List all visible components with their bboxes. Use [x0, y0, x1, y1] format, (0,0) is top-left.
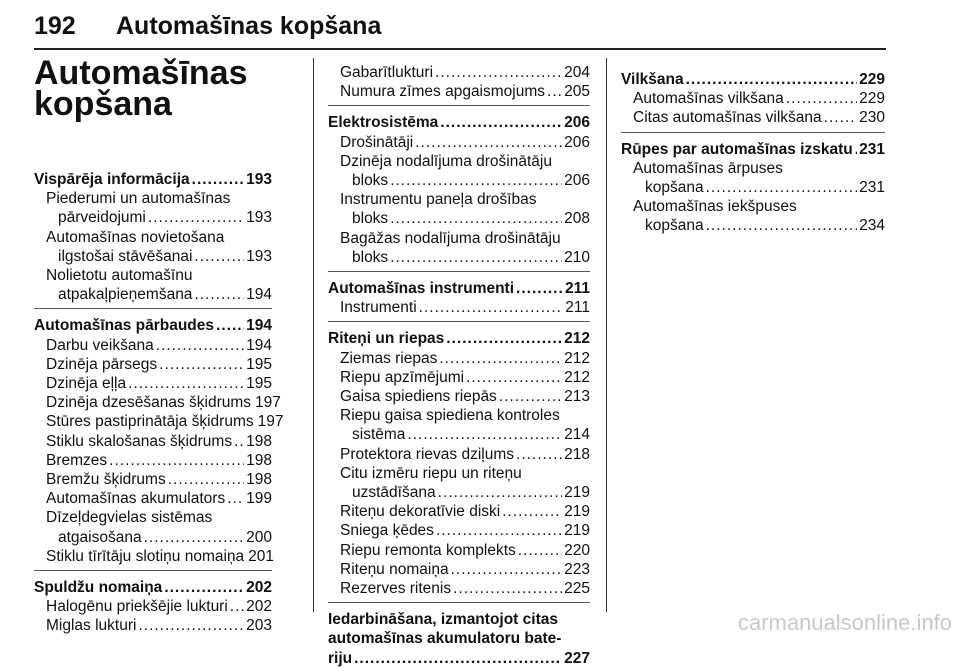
- toc-page-number: 212: [564, 349, 590, 367]
- dot-leader: [499, 387, 562, 406]
- toc-entry-line: [340, 541, 590, 560]
- toc-entry-text: Gaisa spiediens riepās: [340, 388, 497, 406]
- toc-entry-text: Stiklu tīrītāju slotiņu nomaiņa: [46, 547, 245, 565]
- dot-leader: [786, 89, 857, 108]
- toc-entry-text-line: Instrumentu paneļa drošības: [340, 191, 537, 209]
- toc-entry-text: Halogēnu priekšējie lukturi: [46, 598, 228, 616]
- toc-entry-text: Riteņu nomaiņa: [340, 560, 449, 578]
- section-separator: [328, 105, 590, 106]
- dot-leader: [216, 316, 244, 335]
- dot-leader: [227, 489, 244, 508]
- dot-leader: [128, 374, 244, 393]
- dot-leader: [706, 178, 858, 197]
- toc-page-number: 194: [246, 286, 272, 304]
- toc-page-number: 206: [564, 133, 590, 151]
- toc-subentry[interactable]: [328, 541, 590, 560]
- toc-subentry[interactable]: [328, 502, 590, 521]
- dot-leader: [446, 329, 562, 348]
- dot-leader: [407, 425, 562, 444]
- toc-entry-line: [340, 349, 590, 368]
- toc-entry-text: Automašīnas pārbaudes: [34, 317, 215, 335]
- toc-subentry[interactable]: [34, 228, 272, 266]
- toc-entry-line: [46, 355, 272, 374]
- toc-entry-text: Spuldžu nomaiņa: [34, 579, 163, 597]
- toc-subentry[interactable]: [328, 190, 590, 228]
- toc-entry-line: [340, 521, 590, 540]
- toc-entry-line: [46, 597, 272, 616]
- toc-entry-line: [34, 170, 272, 189]
- toc-subentry[interactable]: [328, 349, 590, 368]
- dot-leader: [148, 208, 244, 227]
- toc-page-number: 213: [564, 388, 590, 406]
- dot-leader: [168, 470, 244, 489]
- toc-page-number: 229: [859, 71, 885, 88]
- toc-entry-line: [340, 171, 590, 190]
- toc-subentry[interactable]: [328, 406, 590, 444]
- toc-entry-text: Gabarītlukturi: [340, 64, 434, 81]
- toc-entry-text: Instrumenti: [340, 299, 417, 317]
- toc-column-1: [34, 54, 284, 636]
- toc-subentry[interactable]: [34, 374, 272, 393]
- toc-entry-text-line: Dīzeļdegvielas sistēmas: [46, 509, 213, 527]
- toc-section-entry[interactable]: [328, 279, 590, 298]
- toc-section-entry[interactable]: [328, 610, 590, 668]
- toc-subentry[interactable]: [34, 597, 272, 616]
- dot-leader: [144, 528, 245, 547]
- dot-leader: [436, 521, 562, 540]
- toc-entry-line: [340, 387, 590, 406]
- dot-leader: [164, 578, 244, 597]
- toc-entry-text: kopšana: [645, 179, 704, 197]
- dot-leader: [138, 616, 244, 635]
- toc-entry-line: [340, 248, 590, 267]
- toc-page-number: 194: [246, 336, 272, 354]
- dot-leader: [438, 483, 563, 502]
- toc-entry-text: riju: [328, 649, 353, 667]
- toc-entry-line: [328, 329, 590, 348]
- toc-subentry[interactable]: [328, 445, 590, 464]
- toc-subentry[interactable]: [328, 368, 590, 387]
- dot-leader: [686, 70, 858, 89]
- toc-entry-line: [46, 451, 272, 470]
- toc-entry-text: Dzinēja eļļa: [46, 375, 127, 393]
- toc-entry-text: bloks: [352, 248, 389, 266]
- toc-entry-text: Miglas lukturi: [46, 617, 137, 635]
- toc-entry-line: [633, 216, 885, 235]
- toc-entry-line: [46, 247, 272, 266]
- toc-page-number: 197: [255, 394, 281, 412]
- toc-entry-line: [328, 113, 590, 132]
- toc-entry-line: [46, 528, 272, 547]
- toc-entry-line: [340, 133, 590, 152]
- toc-page-number: 229: [859, 90, 885, 108]
- toc-entry-text: Bremžu šķidrums: [46, 471, 166, 489]
- toc-page-number: 211: [565, 299, 590, 317]
- toc-entry-text: Citas automašīnas vilkšana: [633, 109, 822, 127]
- toc-page-number: 197: [257, 413, 284, 431]
- toc-entry-line: [340, 579, 590, 598]
- dot-leader: [354, 649, 562, 668]
- toc-entry-text: Riteņi un riepas: [328, 330, 445, 348]
- watermark: carmanualsonline.info: [737, 610, 952, 635]
- toc-entry-line: [340, 368, 590, 387]
- toc-entry-line: [340, 209, 590, 228]
- toc-page-number: 202: [246, 598, 272, 616]
- toc-entry-line: [46, 616, 272, 635]
- dot-leader: [706, 216, 858, 235]
- toc-entry-text: Automašīnas vilkšana: [633, 90, 784, 108]
- toc-page-number: 198: [246, 451, 272, 469]
- toc-entry-line: [34, 578, 272, 597]
- toc-subentry[interactable]: [34, 470, 272, 489]
- toc-section-entry[interactable]: [34, 316, 272, 335]
- dot-leader: [419, 298, 564, 317]
- dot-leader: [159, 355, 244, 374]
- dot-leader: [466, 368, 562, 387]
- toc-entry-text: Protektora rievas dziļums: [340, 445, 515, 463]
- toc-entry-line: [340, 425, 590, 444]
- toc-page-number: 193: [246, 171, 272, 188]
- section-separator: [328, 271, 590, 272]
- toc-entry-text: Vispārēja informācija: [34, 171, 190, 188]
- dot-leader: [516, 279, 563, 298]
- toc-page-number: 206: [564, 114, 590, 132]
- toc-entry-text: bloks: [352, 210, 389, 228]
- toc-page-number: 201: [248, 547, 275, 565]
- toc-entry-text: Automašīnas akumulators: [46, 490, 226, 508]
- toc-page-number: 205: [564, 83, 590, 101]
- toc-subentry[interactable]: [328, 152, 590, 190]
- toc-subentry[interactable]: [34, 412, 284, 431]
- column-divider: [606, 58, 607, 612]
- dot-leader: [439, 349, 562, 368]
- toc-page-number: 198: [246, 471, 272, 489]
- toc-section-entry[interactable]: [34, 170, 272, 189]
- toc-page-number: 210: [564, 248, 590, 266]
- toc-page-number: 219: [564, 503, 590, 521]
- toc-entry-text-line: Automašīnas iekšpuses: [633, 198, 797, 216]
- toc-page-number: 220: [564, 541, 590, 559]
- toc-page-number: 195: [246, 355, 272, 373]
- toc-entry-line: [46, 374, 272, 393]
- dot-leader: [547, 82, 562, 101]
- dot-leader: [230, 597, 244, 616]
- toc-subentry[interactable]: [34, 451, 272, 470]
- toc-subentry[interactable]: [328, 82, 590, 101]
- toc-page-number: 219: [564, 522, 590, 540]
- toc-subentry[interactable]: [34, 336, 272, 355]
- toc-entry-text: atpakaļpieņemšana: [58, 286, 193, 304]
- toc-page-number: 231: [859, 179, 885, 197]
- toc-page-number: 230: [859, 109, 885, 127]
- toc-page-number: 225: [564, 580, 590, 598]
- toc-entry-text: Riepu apzīmējumi: [340, 368, 465, 386]
- section-separator: [34, 570, 272, 571]
- dot-leader: [234, 432, 244, 451]
- toc-entry-text: Stiklu skalošanas šķidrums: [46, 432, 233, 450]
- toc-subentry[interactable]: [328, 133, 590, 152]
- toc-section-entry[interactable]: [328, 113, 590, 132]
- toc-entry-text: Riteņu dekoratīvie diski: [340, 503, 501, 521]
- toc-page-number: 194: [246, 317, 272, 335]
- toc-page-number: 208: [564, 210, 590, 228]
- toc-entry-text: ilgstošai stāvēšanai: [58, 247, 193, 265]
- toc-subentry[interactable]: [328, 229, 590, 267]
- toc-page-number: 193: [246, 247, 272, 265]
- toc-subentry[interactable]: [328, 387, 590, 406]
- toc-entry-text: Riepu remonta komplekts: [340, 541, 516, 559]
- toc-entry-line: [46, 412, 284, 431]
- toc-subentry[interactable]: [34, 266, 272, 304]
- toc-page-number: 206: [564, 172, 590, 190]
- dot-leader: [109, 451, 244, 470]
- toc-section-entry[interactable]: [328, 329, 590, 348]
- toc-entry-line: [46, 393, 281, 412]
- toc-entry-text: Elektrosistēma: [328, 114, 439, 132]
- toc-page-number: 202: [246, 579, 272, 597]
- toc-entry-line: [633, 178, 885, 197]
- toc-entry-line: [46, 547, 275, 566]
- toc-entry-line: [328, 649, 590, 668]
- dot-leader: [390, 209, 562, 228]
- toc-entry-text-line: automašīnas akumulatoru bate-: [328, 630, 562, 648]
- page-header: [34, 8, 886, 50]
- toc-page-number: 223: [564, 560, 590, 578]
- toc-entry-text: Ziemas riepas: [340, 349, 438, 367]
- toc-page-number: 198: [246, 432, 272, 450]
- toc-entry-line: [46, 432, 272, 451]
- toc-entry-text: Sniega ķēdes: [340, 522, 434, 540]
- dot-leader: [502, 502, 562, 521]
- toc-subentry[interactable]: [621, 197, 885, 235]
- toc-subentry[interactable]: [328, 464, 590, 502]
- dot-leader: [390, 171, 562, 190]
- toc-entry-text: Stūres pastiprinātāja šķidrums: [46, 413, 254, 431]
- section-separator: [621, 132, 885, 133]
- toc-subentry[interactable]: [34, 355, 272, 374]
- toc-entry-text: kopšana: [645, 217, 704, 235]
- dot-leader: [518, 541, 562, 560]
- toc-entry-text-line: Nolietotu automašīnu: [46, 267, 193, 285]
- toc-entry-text-line: Automašīnas novietošana: [46, 228, 225, 246]
- toc-entry-line: [340, 560, 590, 579]
- toc-entry-line: [340, 502, 590, 521]
- dot-leader: [415, 133, 562, 152]
- toc-subentry[interactable]: [34, 489, 272, 508]
- toc-entry-text-line: Citu izmēru riepu un riteņu: [340, 464, 522, 482]
- dot-leader: [516, 445, 562, 464]
- dot-leader: [453, 579, 562, 598]
- toc-entry-text: Drošinātāji: [340, 133, 414, 151]
- toc-page-number: 218: [564, 445, 590, 463]
- toc-entry-text: Darbu veikšana: [46, 336, 154, 354]
- toc-entry-text: Numura zīmes apgaismojums: [340, 83, 546, 101]
- dot-leader: [192, 170, 244, 189]
- toc-page-number: 214: [564, 426, 590, 444]
- toc-page-number: 212: [564, 368, 590, 386]
- dot-leader: [451, 560, 563, 579]
- chapter-title-line: Automašīnas: [34, 54, 248, 92]
- toc-page-number: 193: [246, 209, 272, 227]
- toc-entry-line: [340, 445, 590, 464]
- toc-subentry[interactable]: [34, 616, 272, 635]
- toc-entry-line: [46, 336, 272, 355]
- column-divider: [313, 58, 314, 612]
- toc-column-3: [621, 70, 885, 236]
- toc-entry-text: uzstādīšana: [352, 484, 436, 502]
- toc-column-2: [328, 63, 590, 668]
- toc-entry-line: [633, 108, 885, 127]
- toc-entry-line: [340, 483, 590, 502]
- toc-page-number: 234: [859, 217, 885, 235]
- page-number: 192: [34, 12, 76, 40]
- toc-entry-text: atgaisošana: [58, 528, 142, 546]
- toc-entry-text: Rezerves ritenis: [340, 580, 452, 598]
- section-separator: [34, 308, 272, 309]
- chapter-title: [34, 54, 272, 123]
- toc-page-number: 195: [246, 375, 272, 393]
- section-separator: [328, 321, 590, 322]
- toc-entry-line: [621, 70, 885, 89]
- toc-entry-line: [340, 82, 590, 101]
- toc-entry-text: Vilkšana: [621, 71, 684, 88]
- toc-entry-text: Rūpes par automašīnas izskatu: [621, 140, 853, 158]
- toc-entry-text-line: Riepu gaisa spiediena kontroles: [340, 407, 560, 425]
- toc-entry-line: [340, 298, 590, 317]
- toc-page-number: 211: [564, 280, 590, 298]
- toc-entry-line: [633, 89, 885, 108]
- toc-list: [328, 63, 590, 668]
- toc-entry-text-line: Iedarbināšana, izmantojot citas: [328, 611, 558, 629]
- toc-subentry[interactable]: [621, 159, 885, 197]
- toc-subentry[interactable]: [621, 108, 885, 127]
- toc-entry-text-line: Piederumi un automašīnas: [46, 190, 231, 208]
- toc-subentry[interactable]: [328, 298, 590, 317]
- dot-leader: [440, 113, 562, 132]
- dot-leader: [194, 247, 244, 266]
- toc-entry-line: [34, 316, 272, 335]
- toc-subentry[interactable]: [328, 579, 590, 598]
- toc-page-number: 203: [246, 617, 272, 635]
- toc-subentry[interactable]: [34, 393, 281, 412]
- toc-entry-line: [46, 208, 272, 227]
- running-title: Automašīnas kopšana: [116, 12, 382, 40]
- toc-entry-text-line: Bagāžas nodalījuma drošinātāju: [340, 229, 561, 247]
- toc-entry-line: [46, 285, 272, 304]
- toc-page-number: 204: [564, 64, 590, 81]
- dot-leader: [435, 63, 562, 82]
- toc-page-number: 231: [859, 140, 885, 158]
- toc-page-number: 212: [564, 330, 590, 348]
- toc-subentry[interactable]: [621, 89, 885, 108]
- toc-page-number: 219: [564, 484, 590, 502]
- toc-entry-text: bloks: [352, 172, 389, 190]
- toc-subentry[interactable]: [34, 189, 272, 227]
- toc-list: [34, 170, 284, 636]
- toc-entry-line: [46, 470, 272, 489]
- toc-list: [621, 70, 885, 236]
- toc-subentry[interactable]: [328, 63, 590, 82]
- toc-entry-text: pārveidojumi: [58, 209, 146, 227]
- toc-entry-text: Dzinēja dzesēšanas šķidrums: [46, 394, 252, 412]
- toc-entry-line: [46, 489, 272, 508]
- dot-leader: [156, 336, 244, 355]
- section-separator: [328, 602, 590, 603]
- toc-entry-line: [328, 279, 590, 298]
- toc-subentry[interactable]: [328, 521, 590, 540]
- toc-section-entry[interactable]: [621, 140, 885, 159]
- toc-subentry[interactable]: [328, 560, 590, 579]
- toc-entry-line: [621, 140, 885, 159]
- toc-entry-text: sistēma: [352, 426, 406, 444]
- toc-subentry[interactable]: [34, 547, 275, 566]
- dot-leader: [824, 108, 857, 127]
- dot-leader: [855, 140, 857, 159]
- toc-entry-line: [340, 63, 590, 82]
- chapter-title-line: kopšana: [34, 85, 172, 123]
- toc-section-entry[interactable]: [621, 70, 885, 89]
- toc-page-number: 199: [246, 490, 272, 508]
- toc-entry-text-line: Dzinēja nodalījuma drošinātāju: [340, 152, 552, 170]
- toc-entry-text-line: Automašīnas ārpuses: [633, 159, 783, 177]
- toc-entry-text: Dzinēja pārsegs: [46, 355, 158, 373]
- toc-subentry[interactable]: [34, 508, 272, 546]
- toc-page-number: 227: [564, 649, 590, 667]
- dot-leader: [194, 285, 244, 304]
- dot-leader: [390, 248, 562, 267]
- toc-page-number: 200: [246, 528, 272, 546]
- toc-section-entry[interactable]: [34, 578, 272, 597]
- toc-entry-text: Bremzes: [46, 451, 108, 469]
- toc-entry-text: Automašīnas instrumenti: [328, 280, 515, 298]
- toc-subentry[interactable]: [34, 432, 272, 451]
